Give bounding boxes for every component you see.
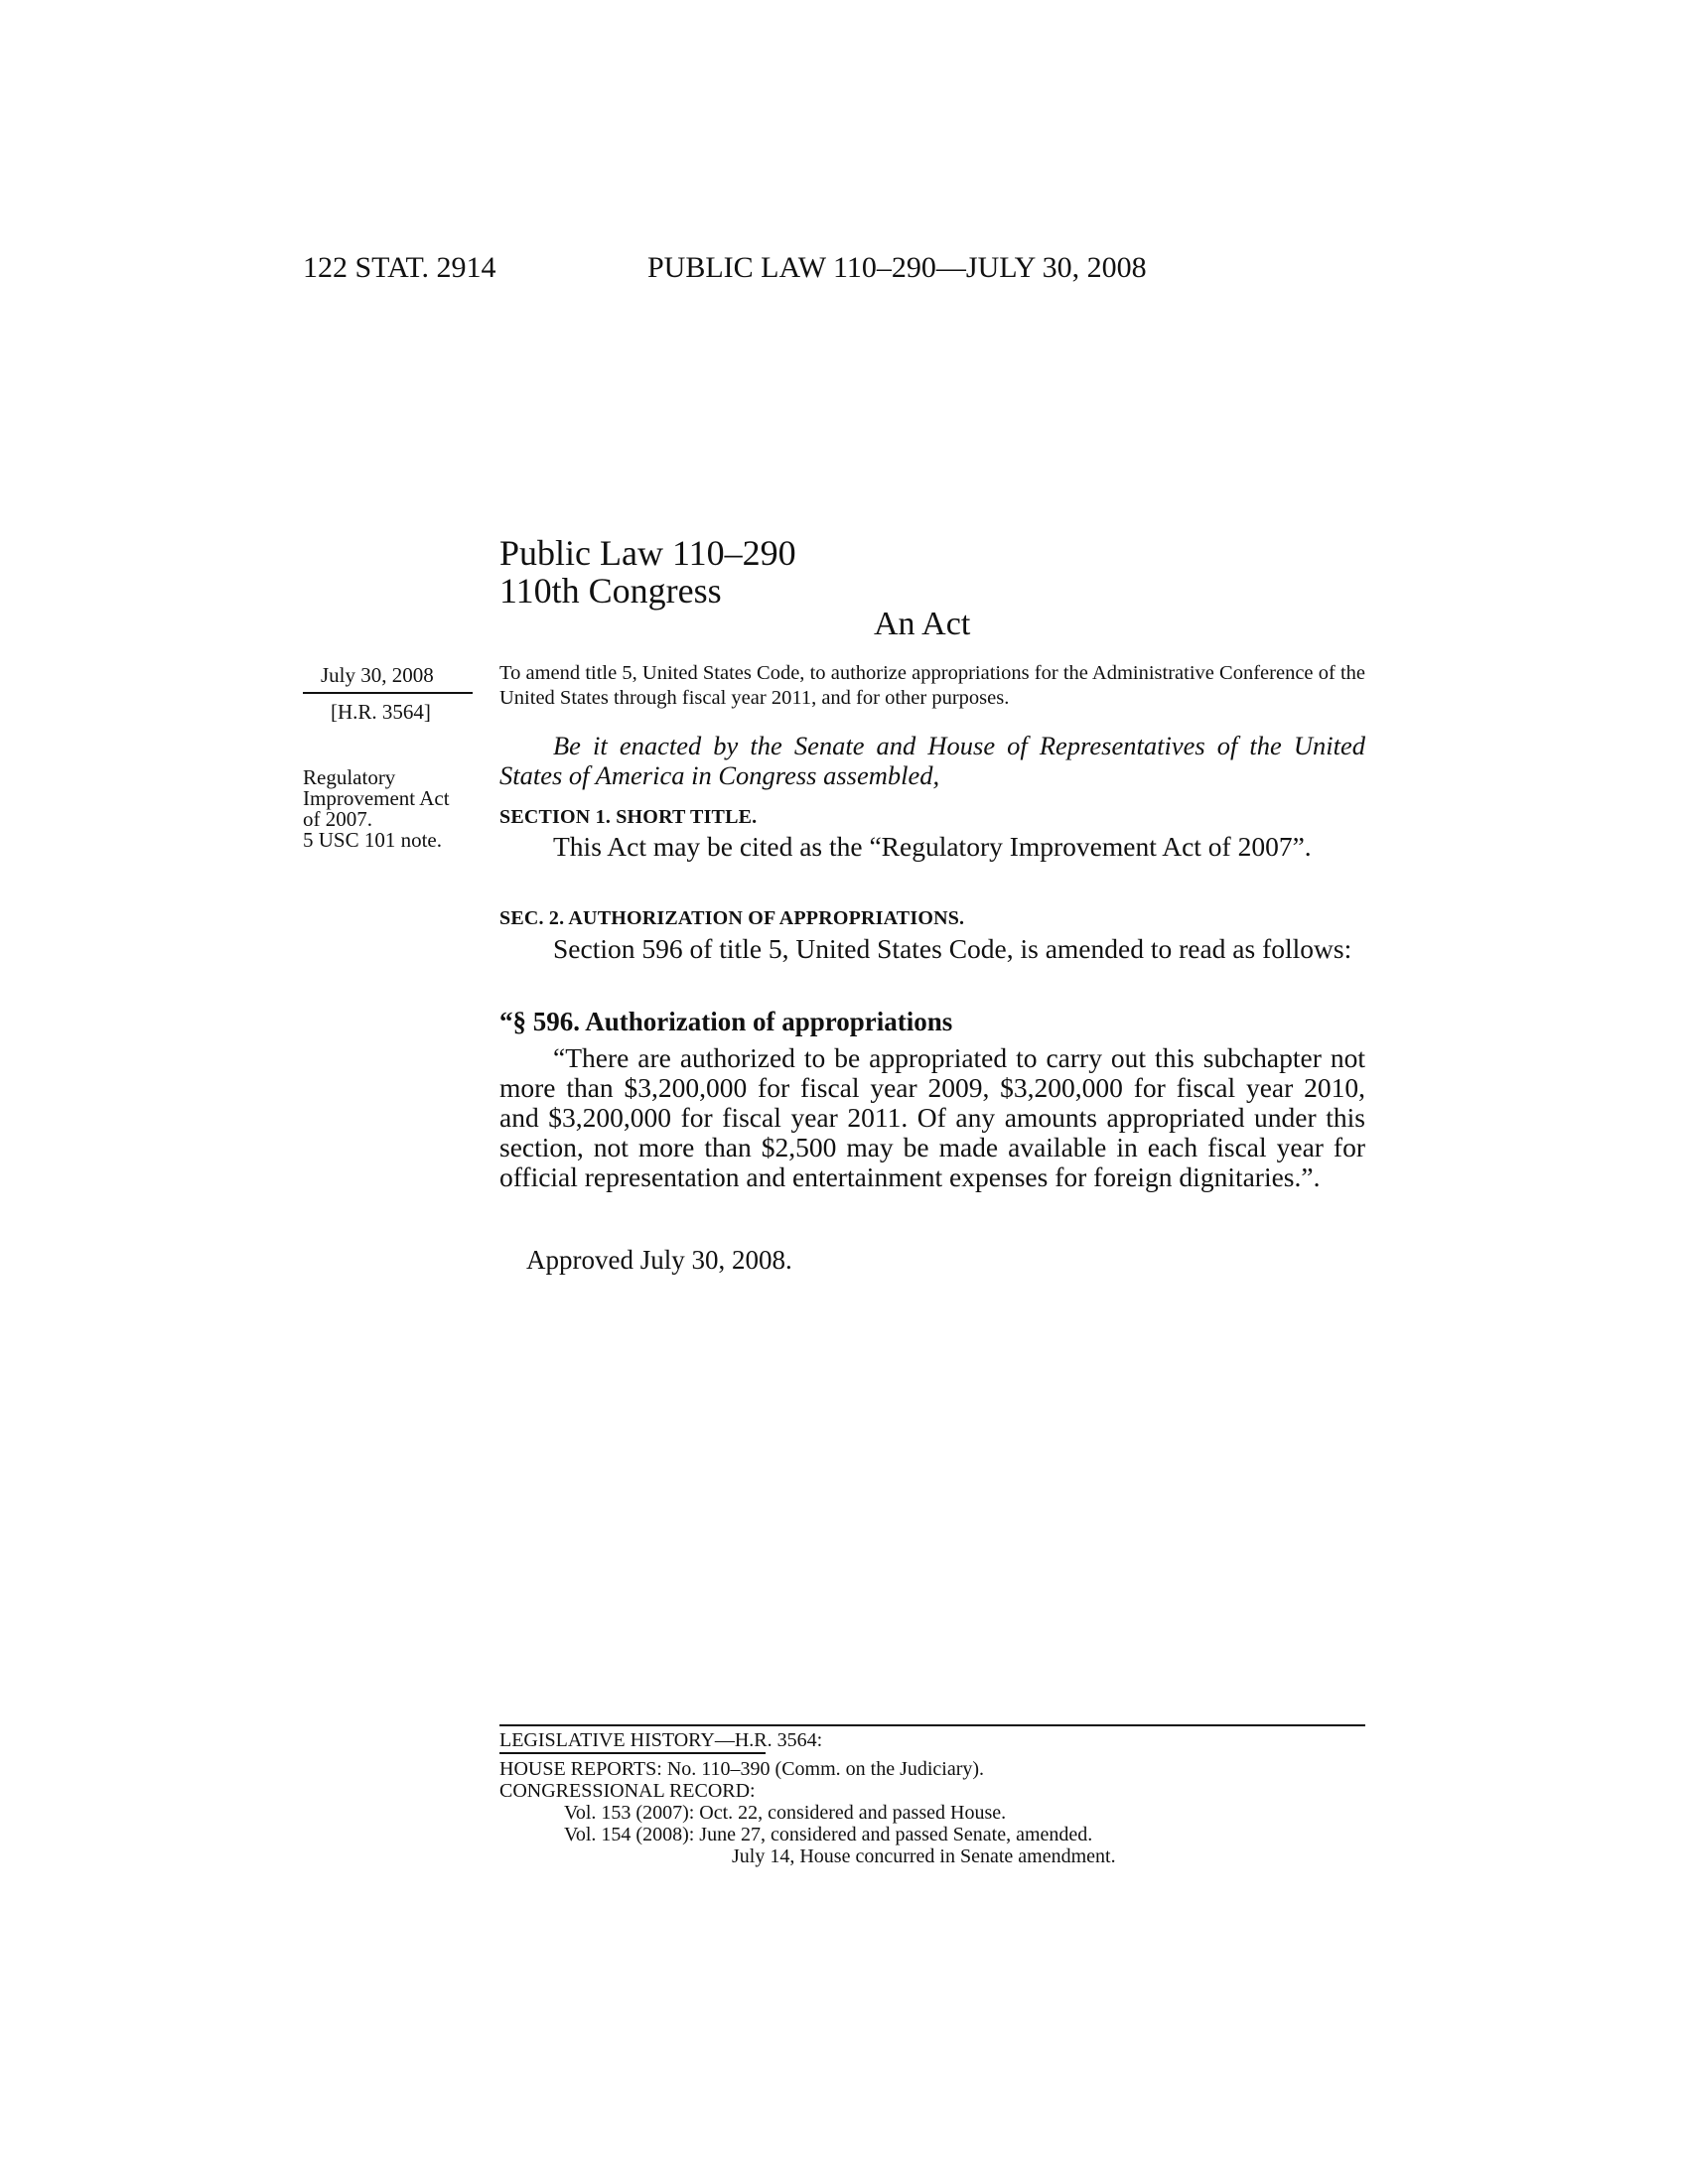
history-vol-154-continued: July 14, House concurred in Senate amendment. — [732, 1845, 1116, 1867]
margin-bill-number: [H.R. 3564] — [331, 700, 431, 724]
section-596-text: “There are authorized to be appropriated to carry out this subchapter not more than $3,200,000 for fiscal year 2009, $3,200,000 for fiscal year 2010, and $3,200,000 for fiscal year 2011. Of any amounts appropriated under this section, not more than $2,500 may be made available in each fiscal year for official representation and entertainment expenses for foreign dignitaries.”. — [499, 1042, 1365, 1192]
section-596-heading: “§ 596. Authorization of appropriations — [499, 1007, 953, 1036]
margin-date: July 30, 2008 — [321, 663, 434, 687]
margin-short-title — [303, 767, 450, 851]
section-1-text: This Act may be cited as the “Regulatory Improvement Act of 2007”. — [553, 831, 1312, 862]
history-house-reports: HOUSE REPORTS: No. 110–390 (Comm. on the Judiciary). — [499, 1758, 985, 1780]
margin-rule — [303, 692, 473, 694]
congress-title: 110th Congress — [499, 571, 722, 611]
history-congressional-record: CONGRESSIONAL RECORD: — [499, 1780, 756, 1802]
history-heading: LEGISLATIVE HISTORY—H.R. 3564: — [499, 1729, 823, 1751]
history-heading-rule — [499, 1752, 766, 1754]
margin-short-title-line: Regulatory — [303, 765, 396, 789]
section-2-heading: SEC. 2. AUTHORIZATION OF APPROPRIATIONS. — [499, 907, 965, 929]
history-top-rule — [499, 1724, 1365, 1726]
margin-short-title-line: of 2007. — [303, 807, 372, 831]
enacting-clause: Be it enacted by the Senate and House of Representatives of the United States of America in Congress assembled, — [499, 731, 1365, 790]
stat-page-number: 122 STAT. 2914 — [303, 251, 496, 284]
running-title: PUBLIC LAW 110–290—JULY 30, 2008 — [647, 251, 1147, 284]
section-2-text: Section 596 of title 5, United States Code, is amended to read as follows: — [553, 933, 1352, 964]
approved-date: Approved July 30, 2008. — [526, 1245, 792, 1275]
public-law-title: Public Law 110–290 — [499, 533, 796, 573]
history-vol-153: Vol. 153 (2007): Oct. 22, considered and passed House. — [564, 1802, 1007, 1824]
margin-short-title-line: Improvement Act — [303, 786, 450, 810]
margin-usc-note: 5 USC 101 note. — [303, 828, 443, 852]
history-vol-154: Vol. 154 (2008): June 27, considered and passed Senate, amended. — [564, 1824, 1093, 1845]
section-1-heading: SECTION 1. SHORT TITLE. — [499, 806, 758, 828]
an-act-heading: An Act — [874, 606, 971, 642]
legislative-history — [499, 1729, 1116, 1867]
purpose-text: To amend title 5, United States Code, to authorize appropriations for the Administrative Conference of the United States through fiscal year 2011, and for other purposes. — [499, 662, 1365, 709]
